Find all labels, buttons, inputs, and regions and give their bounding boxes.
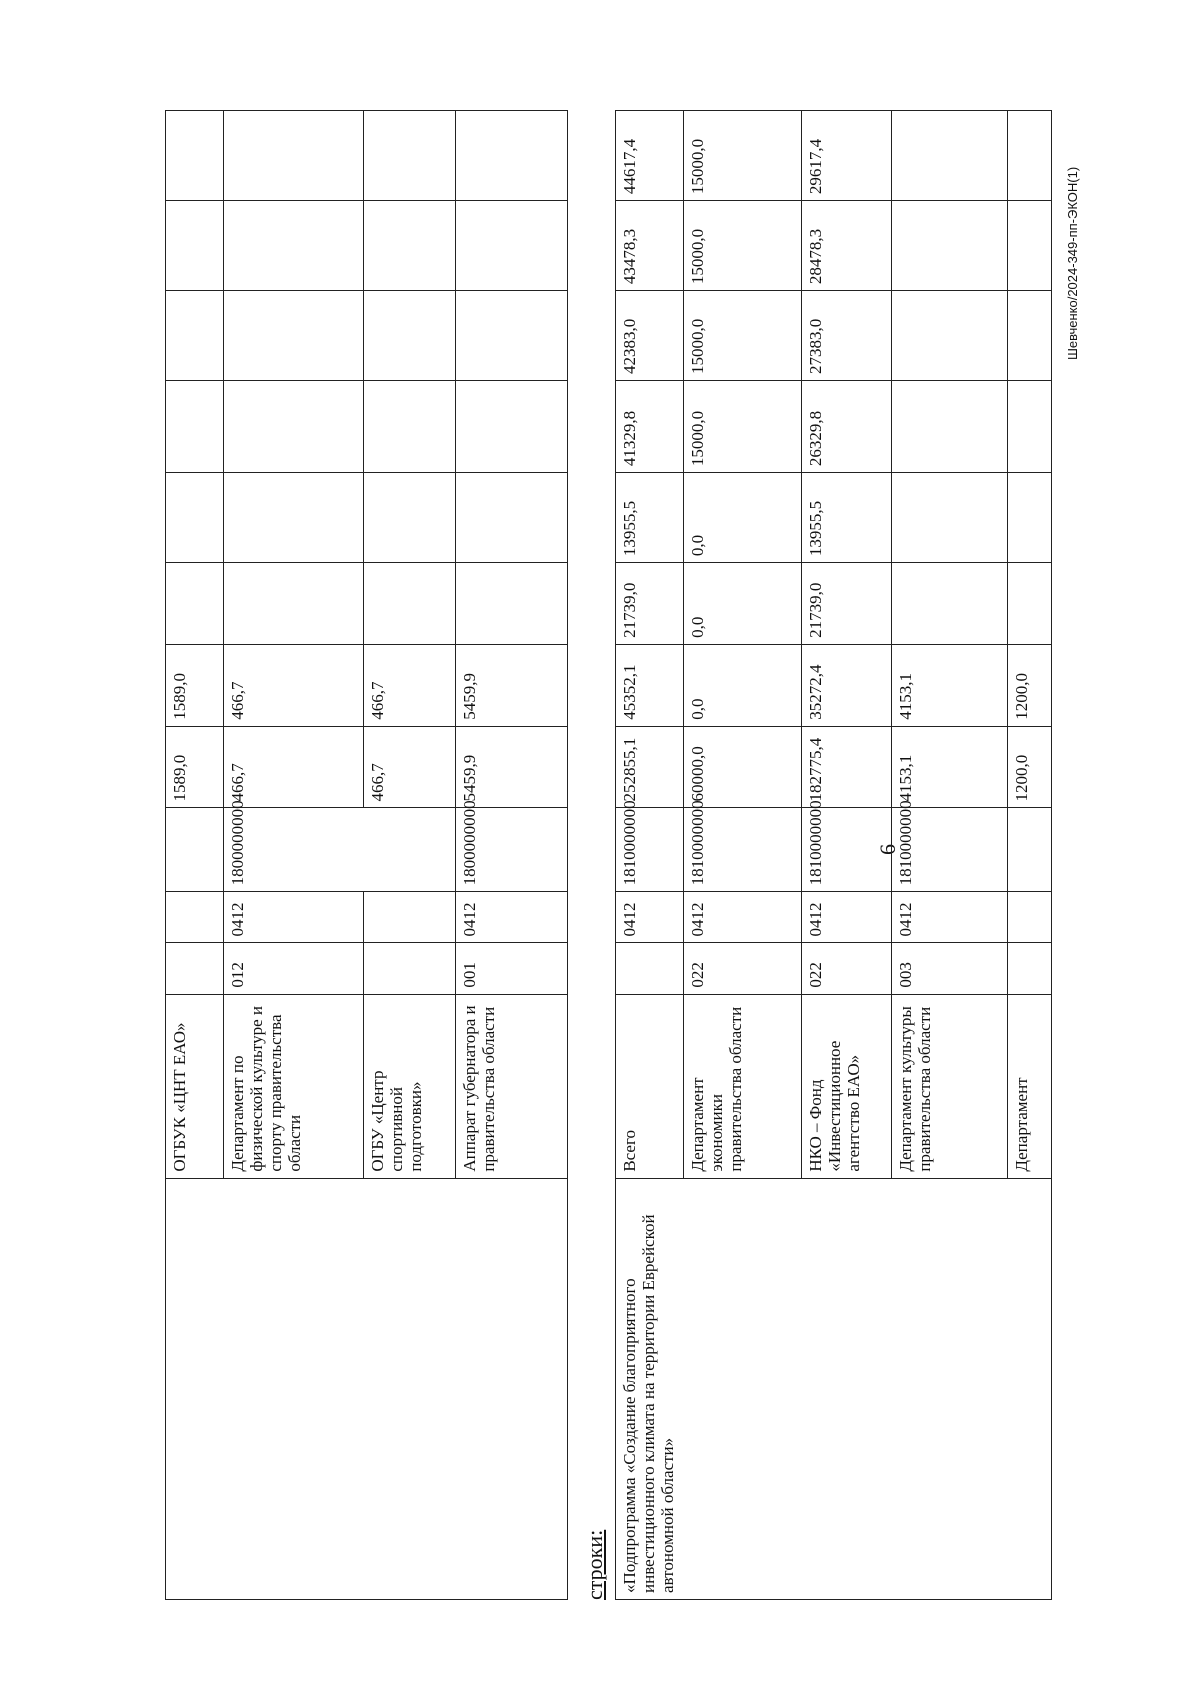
grbs-cell: 022 xyxy=(802,943,892,994)
year6-cell xyxy=(224,201,364,291)
budget-table-top xyxy=(165,110,568,1600)
rz-cell: 0412 xyxy=(456,892,568,943)
year5-cell xyxy=(166,291,224,381)
org-cell: Департамент экономики правительства области xyxy=(684,994,802,1178)
total-cell: 5459,9 xyxy=(456,726,568,808)
org-cell: Аппарат губернатора и правительства области xyxy=(456,994,568,1178)
year6-cell xyxy=(456,201,568,291)
year4-cell xyxy=(224,381,364,473)
year6-cell: 15000,0 xyxy=(684,201,802,291)
year3-cell xyxy=(364,473,456,563)
grbs-cell: 012 xyxy=(224,943,364,994)
csr-cell: 1800000000 xyxy=(224,808,456,892)
table-row xyxy=(166,111,224,1600)
org-cell: Всего xyxy=(616,994,684,1178)
org-cell: Департамент по физической культуре и спорту правительства области xyxy=(224,994,364,1178)
year7-cell xyxy=(364,111,456,201)
csr-cell: 1810000000 xyxy=(802,808,892,892)
year1-cell: 0,0 xyxy=(684,644,802,726)
rz-cell: 0412 xyxy=(802,892,892,943)
footer-doc-id: Шевченко/2024-349-пп-ЭКОН(1) xyxy=(1065,166,1080,360)
csr-cell: 1810000000 xyxy=(616,808,684,892)
year4-cell: 41329,8 xyxy=(616,381,684,473)
year1-cell: 5459,9 xyxy=(456,644,568,726)
year3-cell xyxy=(224,473,364,563)
rz-cell xyxy=(166,892,224,943)
total-cell: 466,7 xyxy=(364,726,456,808)
year1-cell: 45352,1 xyxy=(616,644,684,726)
year6-cell: 43478,3 xyxy=(616,201,684,291)
year1-cell: 1589,0 xyxy=(166,644,224,726)
year4-cell xyxy=(364,381,456,473)
year2-cell xyxy=(166,563,224,645)
csr-cell: 1810000000 xyxy=(684,808,802,892)
total-cell: 182775,4 xyxy=(802,726,892,808)
year2-cell xyxy=(456,563,568,645)
table-row xyxy=(616,111,684,1600)
year2-cell xyxy=(224,563,364,645)
year4-cell xyxy=(166,381,224,473)
section-label: строки: xyxy=(582,1529,607,1600)
csr-cell: 1800000000 xyxy=(456,808,568,892)
year6-cell xyxy=(892,201,1008,291)
total-cell: 466,7 xyxy=(224,726,364,808)
total-cell: 252855,1 xyxy=(616,726,684,808)
year1-cell: 1200,0 xyxy=(1008,644,1052,726)
year4-cell xyxy=(892,381,1008,473)
total-cell: 4153,1 xyxy=(892,726,1008,808)
year7-cell: 29617,4 xyxy=(802,111,892,201)
year5-cell: 42383,0 xyxy=(616,291,684,381)
year6-cell: 28478,3 xyxy=(802,201,892,291)
year1-cell: 35272,4 xyxy=(802,644,892,726)
year4-cell: 15000,0 xyxy=(684,381,802,473)
csr-cell xyxy=(1008,808,1052,892)
year4-cell: 26329,8 xyxy=(802,381,892,473)
year7-cell xyxy=(892,111,1008,201)
year7-cell xyxy=(166,111,224,201)
csr-cell: 1810000000 xyxy=(892,808,1008,892)
year5-cell xyxy=(456,291,568,381)
year3-cell xyxy=(166,473,224,563)
year1-cell: 466,7 xyxy=(364,644,456,726)
org-cell: ОГБУК «ЦНТ ЕАО» xyxy=(166,994,224,1178)
year7-cell: 15000,0 xyxy=(684,111,802,201)
grbs-cell xyxy=(364,943,456,994)
org-cell: Департамент культуры правительства области xyxy=(892,994,1008,1178)
total-cell: 1589,0 xyxy=(166,726,224,808)
year6-cell xyxy=(1008,201,1052,291)
org-cell: НКО – Фонд «Инвестиционное агентство ЕАО» xyxy=(802,994,892,1178)
year6-cell xyxy=(166,201,224,291)
year1-cell: 466,7 xyxy=(224,644,364,726)
year7-cell: 44617,4 xyxy=(616,111,684,201)
year2-cell xyxy=(892,563,1008,645)
org-cell: ОГБУ «Центр спортивной подготовки» xyxy=(364,994,456,1178)
year2-cell xyxy=(364,563,456,645)
total-cell: 1200,0 xyxy=(1008,726,1052,808)
rz-cell xyxy=(364,892,456,943)
year2-cell: 0,0 xyxy=(684,563,802,645)
grbs-cell xyxy=(1008,943,1052,994)
year2-cell: 21739,0 xyxy=(616,563,684,645)
year5-cell xyxy=(1008,291,1052,381)
year5-cell: 27383,0 xyxy=(802,291,892,381)
grbs-cell xyxy=(616,943,684,994)
year3-cell: 13955,5 xyxy=(616,473,684,563)
budget-table-subprogram xyxy=(615,110,1052,1600)
org-cell: Департамент xyxy=(1008,994,1052,1178)
year4-cell xyxy=(1008,381,1052,473)
rz-cell: 0412 xyxy=(892,892,1008,943)
year5-cell xyxy=(224,291,364,381)
rz-cell: 0412 xyxy=(684,892,802,943)
year5-cell: 15000,0 xyxy=(684,291,802,381)
csr-cell xyxy=(166,808,224,892)
rz-cell: 0412 xyxy=(224,892,364,943)
year5-cell xyxy=(364,291,456,381)
rz-cell xyxy=(1008,892,1052,943)
year3-cell: 0,0 xyxy=(684,473,802,563)
year3-cell xyxy=(456,473,568,563)
year3-cell: 13955,5 xyxy=(802,473,892,563)
rz-cell: 0412 xyxy=(616,892,684,943)
year2-cell xyxy=(1008,563,1052,645)
year3-cell xyxy=(892,473,1008,563)
rotated-page xyxy=(165,100,1085,1600)
year2-cell: 21739,0 xyxy=(802,563,892,645)
year6-cell xyxy=(364,201,456,291)
year3-cell xyxy=(1008,473,1052,563)
total-cell: 60000,0 xyxy=(684,726,802,808)
page-number: 6 xyxy=(875,844,900,855)
year5-cell xyxy=(892,291,1008,381)
year7-cell xyxy=(224,111,364,201)
grbs-cell xyxy=(166,943,224,994)
grbs-cell: 003 xyxy=(892,943,1008,994)
grbs-cell: 001 xyxy=(456,943,568,994)
year4-cell xyxy=(456,381,568,473)
program-cell-empty xyxy=(166,1178,568,1599)
year7-cell xyxy=(1008,111,1052,201)
year1-cell: 4153,1 xyxy=(892,644,1008,726)
grbs-cell: 022 xyxy=(684,943,802,994)
year7-cell xyxy=(456,111,568,201)
program-cell: «Подпрограмма «Создание благоприятного инвестиционного климата на территории Еврейской автономной области» xyxy=(616,1178,1052,1599)
